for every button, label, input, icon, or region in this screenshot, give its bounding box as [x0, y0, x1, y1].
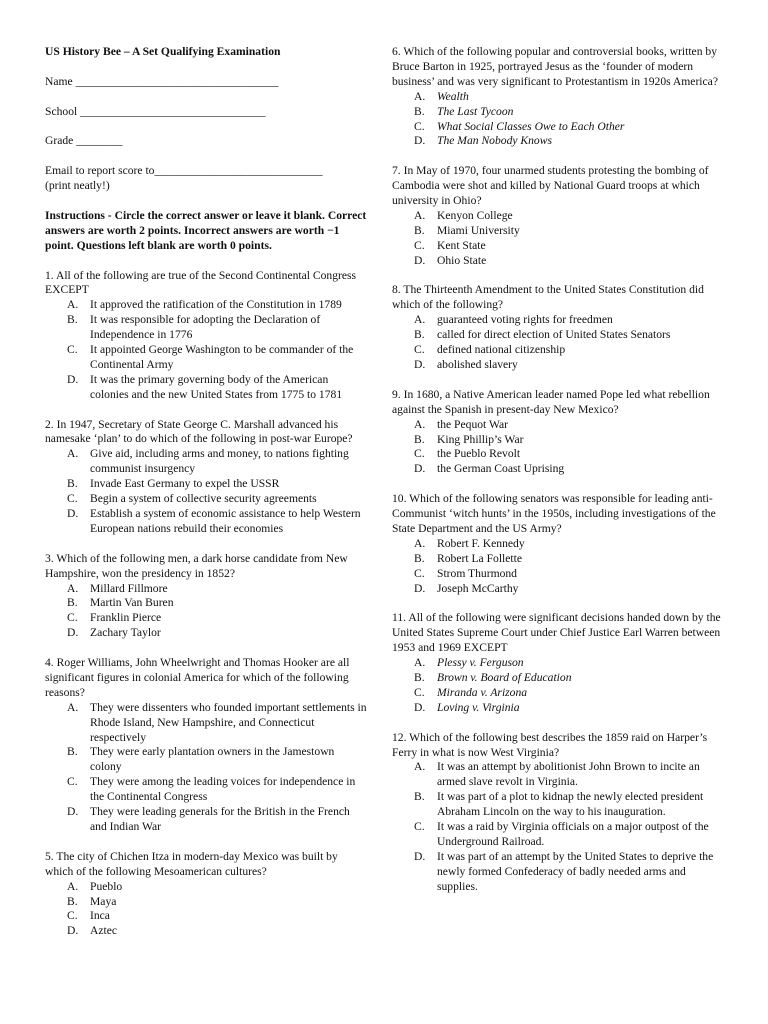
question-12	[392, 731, 724, 895]
question-text: 4. Roger Williams, John Wheelwright and Thomas Hooker are all significant figures in colonial America for which of the following reasons?	[45, 656, 350, 699]
option-a[interactable]	[45, 298, 367, 313]
option-letter: A.	[414, 656, 426, 670]
option-b[interactable]	[392, 671, 724, 686]
option-c[interactable]	[45, 492, 367, 507]
option-letter: D.	[414, 358, 426, 371]
question-8	[392, 283, 724, 372]
option-letter: B.	[67, 596, 78, 610]
question-5	[45, 850, 367, 939]
option-text: Zachary Taylor	[90, 626, 161, 640]
option-letter: D.	[414, 134, 426, 148]
option-letter: D.	[414, 581, 426, 595]
email-field	[45, 164, 367, 194]
option-text: Strom Thurmond	[437, 566, 517, 580]
question-2	[45, 418, 367, 537]
option-text: Pueblo	[90, 879, 123, 893]
question-3	[45, 552, 367, 641]
option-letter: B.	[67, 894, 78, 908]
option-letter: C.	[414, 447, 425, 461]
option-letter: A.	[414, 536, 426, 550]
question-9	[392, 388, 724, 477]
option-text: They were leading generals for the British in the French and Indian War	[90, 805, 350, 833]
option-text: It was part of a plot to kidnap the newly elected president Abraham Lincoln on the way to his inauguration.	[437, 790, 704, 819]
option-letter: B.	[414, 790, 425, 804]
question-text: 9. In 1680, a Native American leader named Pope led what rebellion against the Spanish in present-day New Mexico?	[392, 387, 710, 416]
option-letter: A.	[67, 581, 79, 595]
option-a[interactable]	[392, 537, 724, 552]
option-text: King Phillip’s War	[437, 432, 524, 446]
option-text: Miami University	[437, 223, 520, 237]
question-text: 12. Which of the following best describes the 1859 raid on Harper’s Ferry in what is now West Virginia?	[392, 730, 708, 759]
option-text: Aztec	[90, 924, 118, 938]
option-b[interactable]	[392, 552, 724, 567]
option-text: They were early plantation owners in the Jamestown colony	[90, 745, 335, 774]
option-c[interactable]	[392, 239, 724, 254]
option-letter: A.	[67, 879, 79, 893]
option-text: Kent State	[437, 238, 486, 252]
option-text: It was part of an attempt by the United States to deprive the newly formed Confederacy of badly needed arms and supplies.	[437, 849, 714, 893]
option-letter: A.	[414, 417, 426, 431]
option-letter: D.	[414, 849, 426, 863]
option-letter: D.	[67, 626, 79, 640]
option-letter: D.	[414, 462, 426, 476]
question-6	[392, 45, 724, 149]
question-11	[392, 611, 724, 715]
option-d[interactable]	[45, 626, 367, 641]
right-column	[392, 45, 724, 909]
option-a[interactable]	[45, 880, 367, 895]
option-text: It was the primary governing body of the American colonies and the new United States from 1775 to 1781	[90, 372, 343, 401]
option-letter: C.	[414, 566, 425, 580]
option-text: Franklin Pierce	[90, 611, 162, 625]
option-letter: B.	[414, 670, 425, 684]
question-1	[45, 269, 367, 403]
option-letter: A.	[414, 89, 426, 103]
option-letter: B.	[67, 313, 78, 327]
option-b[interactable]	[392, 433, 724, 448]
left-column	[45, 45, 367, 954]
option-c[interactable]	[392, 567, 724, 582]
option-text: They were dissenters who founded important settlements in Rhode Island, New Hampshire, and Connecticut respectively	[90, 700, 367, 744]
option-c[interactable]	[392, 343, 724, 358]
option-d[interactable]	[45, 507, 367, 537]
option-text: It was responsible for adopting the Declaration of Independence in 1776	[90, 313, 321, 342]
option-text: It appointed George Washington to be commander of the Continental Army	[90, 343, 354, 371]
option-text: Robert La Follette	[437, 551, 523, 565]
instructions: Instructions - Circle the correct answer or leave it blank. Correct answers are worth 2 points. Incorrect answers are worth −1 point. Questions left blank are worth 0 points.	[45, 208, 367, 252]
option-text: Establish a system of economic assistance to help Western European nations rebuild their economies	[90, 506, 361, 535]
option-letter: A.	[67, 700, 79, 714]
exam-title: US History Bee – A Set Qualifying Examination	[45, 45, 281, 58]
option-letter: C.	[414, 119, 425, 133]
option-d[interactable]	[392, 701, 724, 716]
question-text: 5. The city of Chichen Itza in modern-day Mexico was built by which of the following Mesoamerican cultures?	[45, 849, 338, 878]
option-text: The Man Nobody Knows	[437, 134, 552, 148]
option-text: defined national citizenship	[437, 343, 566, 357]
option-a[interactable]	[392, 760, 724, 790]
option-letter: A.	[414, 313, 426, 327]
option-letter: C.	[414, 820, 425, 834]
option-text: Joseph McCarthy	[437, 581, 519, 595]
question-text: 10. Which of the following senators was responsible for leading anti-Communist ‘witch hunts’ in the 1950s, including investigations of the State Department and the US Army?	[392, 492, 716, 535]
option-a[interactable]	[45, 582, 367, 597]
option-letter: A.	[414, 208, 426, 222]
option-c[interactable]	[392, 686, 724, 701]
option-letter: A.	[414, 760, 426, 774]
option-letter: C.	[67, 909, 78, 923]
option-text: It was an attempt by abolitionist John Brown to incite an armed slave revolt in Virginia.	[437, 760, 700, 789]
option-text: They were among the leading voices for independence in the Continental Congress	[90, 775, 356, 804]
option-letter: B.	[414, 223, 425, 237]
option-letter: C.	[414, 343, 425, 357]
question-7	[392, 164, 724, 268]
option-letter: C.	[67, 492, 78, 506]
option-c[interactable]	[392, 820, 724, 850]
option-d[interactable]	[45, 805, 367, 835]
option-c[interactable]	[45, 909, 367, 924]
option-letter: C.	[414, 238, 425, 252]
option-a[interactable]	[392, 313, 724, 328]
option-letter: D.	[67, 372, 79, 386]
option-b[interactable]	[392, 105, 724, 120]
option-d[interactable]	[45, 924, 367, 939]
option-letter: B.	[67, 745, 78, 759]
option-d[interactable]	[392, 850, 724, 895]
option-text: It was a raid by Virginia officials on a major outpost of the Underground Railroad.	[437, 820, 709, 848]
option-letter: D.	[67, 924, 79, 938]
option-text: Give aid, including arms and money, to nations fighting communist insurgency	[90, 447, 349, 476]
option-letter: C.	[67, 611, 78, 625]
option-text: Inca	[90, 909, 110, 923]
option-text: Begin a system of collective security agreements	[90, 492, 317, 506]
question-text: 11. All of the following were significant decisions handed down by the United States Supreme Court under Chief Justice Earl Warren between 1953 and 1969 EXCEPT	[392, 611, 721, 655]
option-letter: A.	[67, 447, 79, 461]
option-c[interactable]	[45, 611, 367, 626]
option-a[interactable]	[392, 90, 724, 105]
option-text: Kenyon College	[437, 208, 513, 222]
question-text: 3. Which of the following men, a dark horse candidate from New Hampshire, won the presidency in 1852?	[45, 551, 348, 580]
option-text: called for direct election of United States Senators	[437, 328, 671, 342]
option-d[interactable]	[392, 582, 724, 597]
option-letter: D.	[414, 253, 426, 267]
option-text: the Pueblo Revolt	[437, 447, 521, 461]
option-b[interactable]	[45, 477, 367, 492]
question-text: 8. The Thirteenth Amendment to the United States Constitution did which of the following?	[392, 283, 704, 312]
option-text: Loving v. Virginia	[437, 700, 520, 714]
option-text: Plessy v. Ferguson	[437, 656, 524, 670]
option-text: The Last Tycoon	[437, 104, 514, 118]
option-b[interactable]	[45, 895, 367, 910]
option-text: Miranda v. Arizona	[437, 685, 528, 699]
option-a[interactable]	[392, 418, 724, 433]
option-text: guaranteed voting rights for freedmen	[437, 313, 613, 327]
question-10	[392, 492, 724, 596]
question-text: 6. Which of the following popular and controversial books, written by Bruce Barton in 1925, portrayed Jesus as the ‘founder of modern business’ and was very significant to Protestantism in 1920s America?	[392, 45, 718, 88]
option-text: Brown v. Board of Education	[437, 670, 572, 684]
option-d[interactable]	[392, 254, 724, 269]
grade-field: Grade ________	[45, 134, 123, 148]
option-d[interactable]	[392, 462, 724, 477]
email-note: (print neatly!)	[45, 179, 110, 193]
question-text: 2. In 1947, Secretary of State George C. Marshall advanced his namesake ‘plan’ to do which of the following in post-war Europe?	[45, 417, 353, 446]
option-letter: C.	[414, 685, 425, 699]
option-d[interactable]	[45, 373, 367, 403]
option-text: abolished slavery	[437, 358, 518, 371]
option-letter: D.	[414, 700, 426, 714]
question-text: 1. All of the following are true of the Second Continental Congress EXCEPT	[45, 268, 357, 297]
question-text: 7. In May of 1970, four unarmed students protesting the bombing of Cambodia were shot and killed by National Guard troops at which university in Ohio?	[392, 164, 709, 208]
option-letter: C.	[67, 343, 78, 357]
option-text: Ohio State	[437, 253, 487, 267]
option-letter: D.	[67, 805, 79, 819]
option-letter: B.	[67, 477, 78, 491]
option-c[interactable]	[45, 775, 367, 805]
option-a[interactable]	[45, 447, 367, 477]
option-text: Wealth	[437, 89, 469, 103]
option-letter: C.	[67, 775, 78, 789]
option-b[interactable]	[45, 745, 367, 775]
option-letter: B.	[414, 328, 425, 342]
option-text: Millard Fillmore	[90, 581, 168, 595]
option-letter: B.	[414, 551, 425, 565]
option-letter: B.	[414, 432, 425, 446]
option-c[interactable]	[392, 447, 724, 462]
option-a[interactable]	[392, 209, 724, 224]
option-d[interactable]	[392, 358, 724, 373]
option-text: the German Coast Uprising	[437, 462, 565, 476]
option-letter: B.	[414, 104, 425, 118]
option-d[interactable]	[392, 134, 724, 149]
option-text: Robert F. Kennedy	[437, 536, 525, 550]
option-text: What Social Classes Owe to Each Other	[437, 119, 625, 133]
email-line: Email to report score to_____________________________	[45, 164, 323, 178]
school-field: School ________________________________	[45, 104, 266, 118]
option-b[interactable]	[392, 224, 724, 239]
option-text: Invade East Germany to expel the USSR	[90, 477, 280, 491]
option-letter: A.	[67, 298, 79, 312]
option-b[interactable]	[45, 313, 367, 343]
option-letter: D.	[67, 506, 79, 520]
name-field: Name ___________________________________	[45, 74, 279, 88]
option-b[interactable]	[392, 328, 724, 343]
option-a[interactable]	[392, 656, 724, 671]
option-text: Maya	[90, 894, 117, 908]
option-c[interactable]	[392, 120, 724, 135]
option-text: the Pequot War	[437, 417, 508, 431]
option-b[interactable]	[45, 596, 367, 611]
option-c[interactable]	[45, 343, 367, 373]
option-b[interactable]	[392, 790, 724, 820]
question-4	[45, 656, 367, 835]
option-text: It approved the ratification of the Constitution in 1789	[90, 298, 342, 312]
option-a[interactable]	[45, 701, 367, 746]
option-text: Martin Van Buren	[90, 596, 174, 610]
